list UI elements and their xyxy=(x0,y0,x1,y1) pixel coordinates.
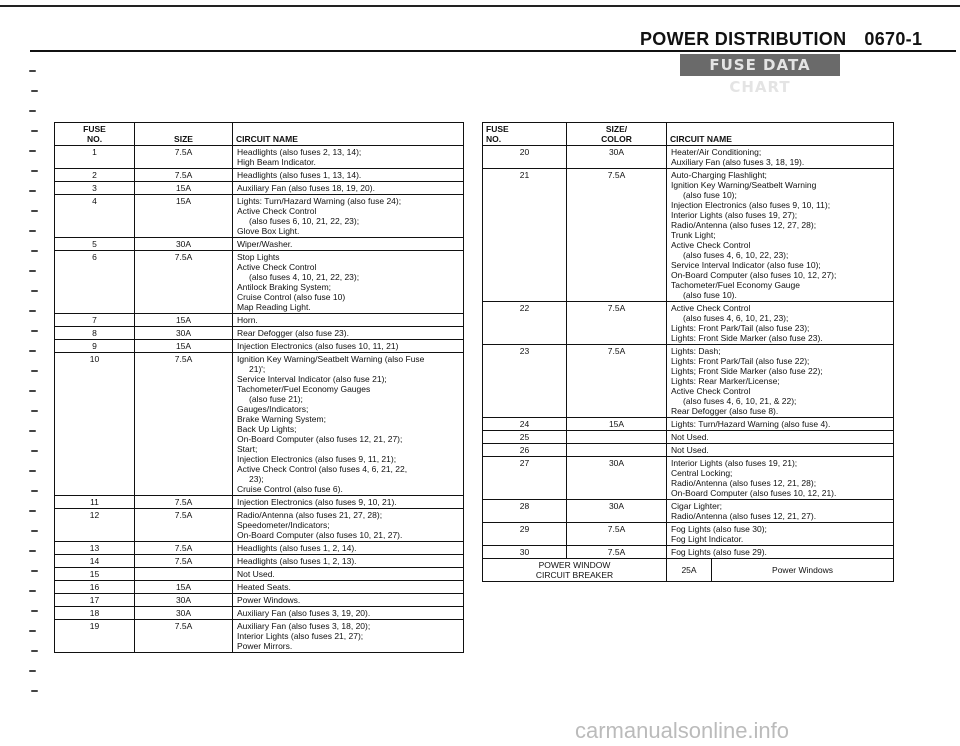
circuit-line: Active Check Control xyxy=(671,240,751,250)
margin-mark xyxy=(29,310,36,312)
margin-mark xyxy=(29,390,36,392)
circuit-line: Lights; Front Side Marker (also fuse 22); xyxy=(671,366,823,376)
watermark: carmanualsonline.info xyxy=(575,718,790,743)
margin-mark xyxy=(31,690,38,692)
circuit-line: High Beam Indicator. xyxy=(237,157,316,167)
circuit-line: Rear Defogger (also fuse 8). xyxy=(671,406,779,416)
circuit-line: Antilock Braking System; xyxy=(237,282,332,292)
header-size: SIZE/ xyxy=(605,124,628,134)
circuit-line: (also fuse 21); xyxy=(249,394,303,404)
margin-mark xyxy=(31,170,38,172)
circuit-line: Interior Lights (also fuses 21, 27); xyxy=(237,631,364,641)
circuit-line: Auxiliary Fan (also fuses 3, 18, 19). xyxy=(671,157,805,167)
title-text: POWER DISTRIBUTION xyxy=(640,29,847,49)
circuit-breaker-label xyxy=(483,559,667,582)
circuit-line: (also fuses 4, 6, 10, 21, & 22); xyxy=(683,396,797,406)
margin-mark xyxy=(31,450,38,452)
circuit-line: Headlights (also fuses 2, 13, 14); xyxy=(237,147,362,157)
fuse-row xyxy=(55,238,464,251)
fuse-number: 6 xyxy=(55,251,135,314)
fuse-size: 7.5A xyxy=(567,169,667,302)
fuse-row xyxy=(55,509,464,542)
margin-mark xyxy=(31,410,38,412)
fuse-number: 25 xyxy=(483,431,567,444)
fuse-row xyxy=(483,418,894,431)
circuit-line: (also fuse 10); xyxy=(683,190,737,200)
fuse-row xyxy=(483,546,894,559)
circuit-line: Rear Defogger (also fuse 23). xyxy=(237,328,349,338)
circuit-line: Active Check Control (also fuses 4, 6, 21, 22, xyxy=(237,464,408,474)
circuit-name xyxy=(233,594,464,607)
circuit-name xyxy=(667,444,894,457)
circuit-name xyxy=(233,542,464,555)
margin-mark xyxy=(31,210,38,212)
circuit-line: Map Reading Light. xyxy=(237,302,311,312)
margin-mark xyxy=(31,290,38,292)
fuse-size: 7.5A xyxy=(567,345,667,418)
fuse-table-left xyxy=(54,122,464,653)
circuit-line: Speedometer/Indicators; xyxy=(237,520,330,530)
fuse-row xyxy=(55,340,464,353)
circuit-line: Wiper/Washer. xyxy=(237,239,293,249)
circuit-name xyxy=(233,620,464,653)
circuit-line: Service Interval Indicator (also fuse 21); xyxy=(237,374,387,384)
breaker-circuit: Power Windows xyxy=(772,565,833,575)
fuse-row xyxy=(483,169,894,302)
circuit-name xyxy=(667,169,894,302)
fuse-number: 13 xyxy=(55,542,135,555)
fuse-row xyxy=(483,500,894,523)
margin-mark xyxy=(29,630,36,632)
circuit-name xyxy=(233,251,464,314)
circuit-line: (also fuse 10). xyxy=(683,290,737,300)
fuse-number: 24 xyxy=(483,418,567,431)
fuse-row xyxy=(55,195,464,238)
circuit-line: Brake Warning System; xyxy=(237,414,326,424)
margin-mark xyxy=(31,330,38,332)
fuse-size: 7.5A xyxy=(135,555,233,568)
fuse-row xyxy=(55,555,464,568)
circuit-name xyxy=(667,146,894,169)
fuse-size: 15A xyxy=(135,182,233,195)
margin-mark xyxy=(29,110,36,112)
margin-mark xyxy=(31,490,38,492)
fuse-row xyxy=(483,523,894,546)
fuse-size: 7.5A xyxy=(567,546,667,559)
fuse-row xyxy=(55,182,464,195)
fuse-row xyxy=(55,594,464,607)
circuit-line: Interior Lights (also fuses 19, 21); xyxy=(671,458,798,468)
circuit-line: Back Up Lights; xyxy=(237,424,297,434)
circuit-name xyxy=(233,568,464,581)
fuse-number: 20 xyxy=(483,146,567,169)
fuse-row xyxy=(55,581,464,594)
circuit-line: On-Board Computer (also fuses 12, 21, 27); xyxy=(237,434,403,444)
header-fuse: FUSE xyxy=(83,124,106,134)
circuit-line: Injection Electronics (also fuses 10, 11, 21) xyxy=(237,341,399,351)
margin-mark xyxy=(29,70,36,72)
fuse-size: 15A xyxy=(135,340,233,353)
circuit-line: Auxiliary Fan (also fuses 3, 19, 20). xyxy=(237,608,371,618)
circuit-line: Lights: Front Park/Tail (also fuse 23); xyxy=(671,323,810,333)
circuit-name xyxy=(667,345,894,418)
header-circuit-name: CIRCUIT NAME xyxy=(233,123,464,146)
fuse-number: 18 xyxy=(55,607,135,620)
fuse-number: 3 xyxy=(55,182,135,195)
circuit-line: Headlights (also fuses 1, 2, 13). xyxy=(237,556,357,566)
fuse-row xyxy=(483,444,894,457)
circuit-line: Glove Box Light. xyxy=(237,226,300,236)
fuse-size xyxy=(567,431,667,444)
fuse-size: 7.5A xyxy=(567,302,667,345)
circuit-name xyxy=(233,496,464,509)
fuse-size: 7.5A xyxy=(135,542,233,555)
fuse-size: 30A xyxy=(135,607,233,620)
circuit-line: (also fuses 4, 10, 21, 22, 23); xyxy=(249,272,360,282)
header-size: SIZE xyxy=(135,123,233,146)
margin-mark xyxy=(29,230,36,232)
fuse-number: 7 xyxy=(55,314,135,327)
fuse-size: 7.5A xyxy=(135,251,233,314)
fuse-size: 7.5A xyxy=(135,146,233,169)
margin-mark xyxy=(29,670,36,672)
circuit-line: Headlights (also fuses 1, 2, 14). xyxy=(237,543,357,553)
fuse-size: 15A xyxy=(135,314,233,327)
circuit-line: Start; xyxy=(237,444,258,454)
fuse-row xyxy=(55,327,464,340)
circuit-line: Ignition Key Warning/Seatbelt Warning (also Fuse xyxy=(237,354,425,364)
circuit-line: Lights: Turn/Hazard Warning (also fuse 4). xyxy=(671,419,831,429)
circuit-line: Headlights (also fuses 1, 13, 14). xyxy=(237,170,362,180)
fuse-row xyxy=(55,314,464,327)
header-no: NO. xyxy=(86,134,103,144)
fuse-number: 10 xyxy=(55,353,135,496)
margin-mark xyxy=(31,610,38,612)
margin-mark xyxy=(29,470,36,472)
circuit-line: 21)'; xyxy=(249,364,266,374)
fuse-size: 7.5A xyxy=(135,509,233,542)
circuit-name xyxy=(667,457,894,500)
circuit-line: Injection Electronics (also fuses 9, 10, 21). xyxy=(237,497,397,507)
fuse-table-right xyxy=(482,122,894,582)
circuit-line: Auxiliary Fan (also fuses 18, 19, 20). xyxy=(237,183,375,193)
circuit-line: Cigar Lighter; xyxy=(671,501,723,511)
fuse-row xyxy=(55,496,464,509)
circuit-name xyxy=(233,353,464,496)
fuse-size: 30A xyxy=(135,327,233,340)
margin-mark xyxy=(29,550,36,552)
circuit-line: Active Check Control xyxy=(671,386,751,396)
fuse-number: 29 xyxy=(483,523,567,546)
circuit-name xyxy=(233,146,464,169)
fuse-size: 30A xyxy=(567,457,667,500)
circuit-line: Active Check Control xyxy=(237,206,317,216)
circuit-line: Injection Electronics (also fuses 9, 10, 11); xyxy=(671,200,831,210)
circuit-line: (also fuses 4, 6, 10, 21, 23); xyxy=(683,313,789,323)
header-fuse-no xyxy=(483,123,567,146)
circuit-line: 23); xyxy=(249,474,264,484)
circuit-name xyxy=(667,523,894,546)
page-title xyxy=(640,29,922,50)
fuse-row xyxy=(483,302,894,345)
circuit-line: Power Mirrors. xyxy=(237,641,293,651)
header-color: COLOR xyxy=(601,134,632,144)
fuse-size: 15A xyxy=(135,195,233,238)
margin-mark xyxy=(29,350,36,352)
margin-mark xyxy=(29,590,36,592)
circuit-line: Lights: Front Park/Tail (also fuse 22); xyxy=(671,356,810,366)
fuse-size: 7.5A xyxy=(135,620,233,653)
circuit-line: Power Windows. xyxy=(237,595,301,605)
breaker-detail-table xyxy=(667,559,893,581)
circuit-line: Active Check Control xyxy=(237,262,317,272)
circuit-line: Not Used. xyxy=(671,432,709,442)
breaker-label-line: POWER WINDOW xyxy=(538,560,611,570)
circuit-line: Fog Light Indicator. xyxy=(671,534,744,544)
circuit-line: Radio/Antenna (also fuses 12, 21, 28); xyxy=(671,478,817,488)
fuse-data-chart-badge: FUSE DATA CHART xyxy=(680,54,840,76)
fuse-number: 9 xyxy=(55,340,135,353)
fuse-number: 12 xyxy=(55,509,135,542)
circuit-line: Radio/Antenna (also fuses 21, 27, 28); xyxy=(237,510,383,520)
circuit-line: Fog Lights (also fuse 30); xyxy=(671,524,767,534)
fuse-rows-left xyxy=(55,146,464,653)
header-no: NO. xyxy=(486,134,502,144)
fuse-size: 15A xyxy=(567,418,667,431)
margin-mark xyxy=(31,530,38,532)
title-underline xyxy=(30,50,956,52)
circuit-name xyxy=(233,327,464,340)
fuse-number: 5 xyxy=(55,238,135,251)
circuit-line: Central Locking; xyxy=(671,468,733,478)
header-row xyxy=(483,123,894,146)
breaker-size: 25A xyxy=(667,559,712,581)
circuit-line: Fog Lights (also fuse 29). xyxy=(671,547,767,557)
fuse-number: 14 xyxy=(55,555,135,568)
fuse-size: 30A xyxy=(567,146,667,169)
margin-mark xyxy=(29,270,36,272)
fuse-row xyxy=(55,146,464,169)
fuse-number: 15 xyxy=(55,568,135,581)
fuse-row xyxy=(483,345,894,418)
fuse-size: 7.5A xyxy=(135,353,233,496)
circuit-line: Injection Electronics (also fuses 9, 11, 21); xyxy=(237,454,397,464)
circuit-name xyxy=(233,581,464,594)
circuit-line: Lights: Dash; xyxy=(671,346,721,356)
margin-mark xyxy=(31,370,38,372)
circuit-line: Cruise Control (also fuse 10) xyxy=(237,292,346,302)
margin-mark xyxy=(31,130,38,132)
fuse-number: 23 xyxy=(483,345,567,418)
circuit-line: Heater/Air Conditioning; xyxy=(671,147,762,157)
fuse-number: 4 xyxy=(55,195,135,238)
fuse-number: 27 xyxy=(483,457,567,500)
circuit-line: Lights: Rear Marker/License; xyxy=(671,376,780,386)
circuit-line: Not Used. xyxy=(671,445,709,455)
circuit-name xyxy=(667,302,894,345)
fuse-row xyxy=(55,169,464,182)
fuse-row xyxy=(55,620,464,653)
circuit-name xyxy=(667,500,894,523)
fuse-number: 17 xyxy=(55,594,135,607)
circuit-line: Lights: Turn/Hazard Warning (also fuse 24); xyxy=(237,196,402,206)
fuse-size xyxy=(135,568,233,581)
fuse-number: 2 xyxy=(55,169,135,182)
circuit-line: Horn. xyxy=(237,315,258,325)
circuit-name xyxy=(233,195,464,238)
fuse-number: 8 xyxy=(55,327,135,340)
fuse-rows-right xyxy=(483,146,894,559)
margin-mark xyxy=(31,250,38,252)
fuse-size xyxy=(567,444,667,457)
fuse-size: 30A xyxy=(135,594,233,607)
fuse-size: 15A xyxy=(135,581,233,594)
fuse-size: 30A xyxy=(135,238,233,251)
header-size-color xyxy=(567,123,667,146)
circuit-name xyxy=(233,238,464,251)
circuit-name xyxy=(233,340,464,353)
circuit-line: Auto-Charging Flashlight; xyxy=(671,170,767,180)
margin-mark xyxy=(29,150,36,152)
circuit-line: Active Check Control xyxy=(671,303,751,313)
margin-mark xyxy=(29,190,36,192)
circuit-breaker-detail xyxy=(667,559,894,582)
circuit-name xyxy=(667,546,894,559)
circuit-line: Radio/Antenna (also fuses 12, 27, 28); xyxy=(671,220,817,230)
circuit-line: Not Used. xyxy=(237,569,275,579)
circuit-line: (also fuses 6, 10, 21, 22, 23); xyxy=(249,216,360,226)
circuit-line: On-Board Computer (also fuses 10, 21, 27). xyxy=(237,530,403,540)
circuit-line: On-Board Computer (also fuses 10, 12, 21). xyxy=(671,488,837,498)
fuse-row xyxy=(55,353,464,496)
fuse-size: 7.5A xyxy=(135,169,233,182)
circuit-line: (also fuses 4, 6, 10, 22, 23); xyxy=(683,250,789,260)
margin-mark xyxy=(31,570,38,572)
circuit-line: Auxiliary Fan (also fuses 3, 18, 20); xyxy=(237,621,371,631)
fuse-row xyxy=(55,607,464,620)
circuit-name xyxy=(233,509,464,542)
section-code: 0670-1 xyxy=(864,29,923,49)
fuse-number: 30 xyxy=(483,546,567,559)
circuit-name xyxy=(667,418,894,431)
circuit-line: Stop Lights xyxy=(237,252,280,262)
fuse-number: 28 xyxy=(483,500,567,523)
fuse-number: 26 xyxy=(483,444,567,457)
margin-mark xyxy=(29,510,36,512)
fuse-row xyxy=(55,251,464,314)
fuse-number: 21 xyxy=(483,169,567,302)
fuse-row xyxy=(55,568,464,581)
header-fuse: FUSE xyxy=(486,124,509,134)
fuse-number: 1 xyxy=(55,146,135,169)
circuit-line: Heated Seats. xyxy=(237,582,291,592)
circuit-name xyxy=(233,182,464,195)
fuse-number: 11 xyxy=(55,496,135,509)
header-row xyxy=(55,123,464,146)
circuit-name xyxy=(667,431,894,444)
circuit-line: Gauges/Indicators; xyxy=(237,404,309,414)
circuit-line: Interior Lights (also fuses 19, 27); xyxy=(671,210,798,220)
fuse-row xyxy=(483,146,894,169)
fuse-number: 16 xyxy=(55,581,135,594)
circuit-line: Trunk Light; xyxy=(671,230,716,240)
circuit-line: Cruise Control (also fuse 6). xyxy=(237,484,343,494)
circuit-line: Radio/Antenna (also fuses 12, 21, 27). xyxy=(671,511,817,521)
fuse-number: 19 xyxy=(55,620,135,653)
circuit-line: Ignition Key Warning/Seatbelt Warning xyxy=(671,180,817,190)
fuse-size: 7.5A xyxy=(135,496,233,509)
margin-mark xyxy=(29,430,36,432)
circuit-name xyxy=(233,555,464,568)
fuse-size: 7.5A xyxy=(567,523,667,546)
breaker-label-line: CIRCUIT BREAKER xyxy=(535,570,614,580)
circuit-name xyxy=(233,607,464,620)
circuit-line: Tachometer/Fuel Economy Gauge xyxy=(671,280,800,290)
fuse-row xyxy=(483,431,894,444)
top-rule xyxy=(0,5,960,7)
circuit-line: Tachometer/Fuel Economy Gauges xyxy=(237,384,371,394)
margin-mark xyxy=(31,90,38,92)
circuit-line: On-Board Computer (also fuses 10, 12, 27); xyxy=(671,270,837,280)
header-circuit-name: CIRCUIT NAME xyxy=(667,123,894,146)
circuit-name xyxy=(233,314,464,327)
header-fuse-no xyxy=(55,123,135,146)
circuit-line: Service Interval Indicator (also fuse 10); xyxy=(671,260,821,270)
fuse-row xyxy=(55,542,464,555)
fuse-size: 30A xyxy=(567,500,667,523)
fuse-row xyxy=(483,457,894,500)
circuit-breaker-row xyxy=(483,559,894,582)
circuit-name xyxy=(233,169,464,182)
circuit-line: Lights: Front Side Marker (also fuse 23). xyxy=(671,333,823,343)
fuse-number: 22 xyxy=(483,302,567,345)
margin-mark xyxy=(31,650,38,652)
